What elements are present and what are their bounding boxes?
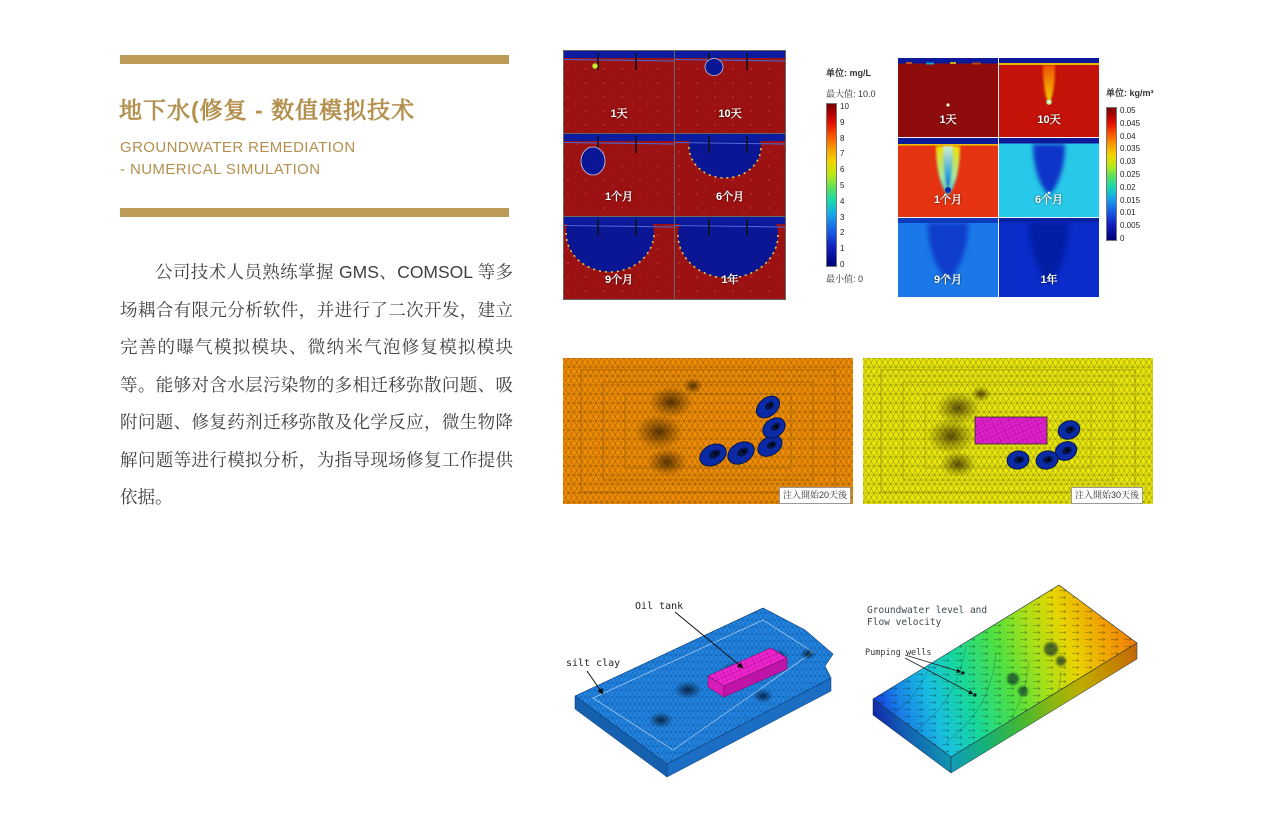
- sim-panel-label: 1个月: [604, 191, 634, 203]
- gold-divider-bottom: [120, 208, 509, 217]
- colorbar-kgm3-ticks: [1120, 107, 1140, 243]
- tick: 0: [1120, 233, 1125, 243]
- sim-panel-6month: [999, 138, 1099, 217]
- subtitle-line-2: - NUMERICAL SIMULATION: [120, 161, 321, 178]
- subtitle-line-1: GROUNDWATER REMEDIATION: [120, 139, 356, 156]
- figure-concentration-mgl: [563, 50, 786, 300]
- well-point: [961, 671, 964, 674]
- sim-panel-1month: [898, 138, 998, 217]
- sim-panel-label: 1天: [939, 114, 957, 126]
- colorbar-mgl-unit: 单位: mg/L: [826, 68, 871, 78]
- colorbar-mgl-max: 最大值: 10.0: [826, 89, 876, 99]
- silt-clay-label: silt clay: [566, 658, 621, 669]
- colorbar-mgl-ticks: [840, 103, 849, 269]
- tick: 3: [840, 212, 845, 222]
- figure-mesh-injection-right: [863, 358, 1153, 509]
- mesh-caption: 注入開始20天後: [779, 487, 851, 504]
- sim-panel-label: 1年: [721, 274, 739, 286]
- colorbar-mgl-min: 最小值: 0: [826, 274, 864, 284]
- mesh-yellow-image: [863, 358, 1153, 504]
- model-groundwater-image: [863, 573, 1143, 788]
- sim-panel-label: 6个月: [1034, 194, 1064, 206]
- sim-panel-10day: [999, 58, 1099, 137]
- mesh-orange-image: [563, 358, 853, 504]
- tick: 1: [840, 244, 845, 254]
- tick: 0: [840, 259, 845, 269]
- colorbar-kgm3-gradient: [1106, 107, 1117, 241]
- sim-panel-label: 1天: [610, 108, 628, 120]
- sim-panel-1year: [675, 217, 785, 299]
- tick: 0.025: [1120, 169, 1141, 179]
- tick: 0.045: [1120, 118, 1141, 128]
- sim-panel-1month: [564, 134, 674, 216]
- sim-panel-9month: [898, 218, 998, 297]
- sim-panel-9month: [564, 217, 674, 299]
- tick: 0.05: [1120, 106, 1136, 115]
- page-subtitle: [120, 137, 356, 181]
- sim-panel-label: 1年: [1040, 274, 1058, 286]
- page-title: 地下水(修复 - 数值模拟技术: [119, 97, 416, 123]
- tick: 0.02: [1120, 182, 1136, 192]
- body-paragraph: 公司技术人员熟练掌握 GMS、COMSOL 等多场耦合有限元分析软件，并进行了二次开发，建立完善的曝气模拟模块、微纳米气泡修复模拟模块等。能够对含水层污染物的多相迁移弥散问题、吸附问题、修复药剂迁移弥散及化学反应，微生物降解问题等进行模拟分析，为指导现场修复工作提供依据。: [120, 262, 513, 507]
- tick: 5: [840, 180, 845, 190]
- tick: 10: [840, 102, 849, 111]
- tick: 2: [840, 228, 845, 238]
- figure-concentration-kgm3: [898, 58, 1099, 297]
- tick: 8: [840, 133, 845, 143]
- tick: 6: [840, 165, 845, 175]
- oil-tank-label: Oil tank: [635, 601, 684, 612]
- groundwater-label-line1: Groundwater level and: [867, 605, 988, 616]
- tick: 4: [840, 196, 845, 206]
- gold-divider-top: [120, 55, 509, 64]
- sim-panel-1year: [999, 218, 1099, 297]
- tick: 0.04: [1120, 131, 1136, 141]
- figure-mesh-injection-left: [563, 358, 853, 509]
- sim-panel-label: 10天: [718, 108, 742, 120]
- tick: 0.01: [1120, 208, 1136, 218]
- model-oiltank-image: [563, 578, 853, 778]
- tick: 0.03: [1120, 157, 1136, 167]
- tick: 9: [840, 117, 845, 127]
- sim-panel-label: 6个月: [715, 191, 745, 203]
- sim-panel-label: 9个月: [604, 274, 634, 286]
- sim-panel-label: 10天: [1037, 114, 1061, 126]
- colorbar-mgl: [826, 66, 876, 288]
- sim-panel-label: 1个月: [933, 194, 963, 206]
- groundwater-label-line2: Flow velocity: [867, 617, 942, 628]
- well-point: [973, 693, 976, 696]
- tick: 7: [840, 149, 845, 159]
- figure-model-groundwater: [863, 573, 1143, 793]
- colorbar-mgl-gradient: [826, 103, 837, 267]
- sim-panel-10day: [675, 51, 785, 133]
- colorbar-kgm3-unit: 单位: kg/m³: [1106, 88, 1154, 98]
- sim-panel-1day: [898, 58, 998, 137]
- mesh-caption: 注入開始30天後: [1071, 487, 1143, 504]
- sim-panel-6month: [675, 134, 785, 216]
- tick: 0.035: [1120, 144, 1141, 154]
- figure-model-oiltank: [563, 578, 853, 783]
- tick: 0.015: [1120, 195, 1141, 205]
- sim-panel-label: 9个月: [933, 274, 963, 286]
- sim-panel-1day: [564, 51, 674, 133]
- tick: 0.005: [1120, 221, 1141, 231]
- oil-tank-region: [975, 417, 1047, 444]
- colorbar-kgm3: [1106, 86, 1154, 243]
- pumping-wells-label: Pumping wells: [865, 648, 932, 658]
